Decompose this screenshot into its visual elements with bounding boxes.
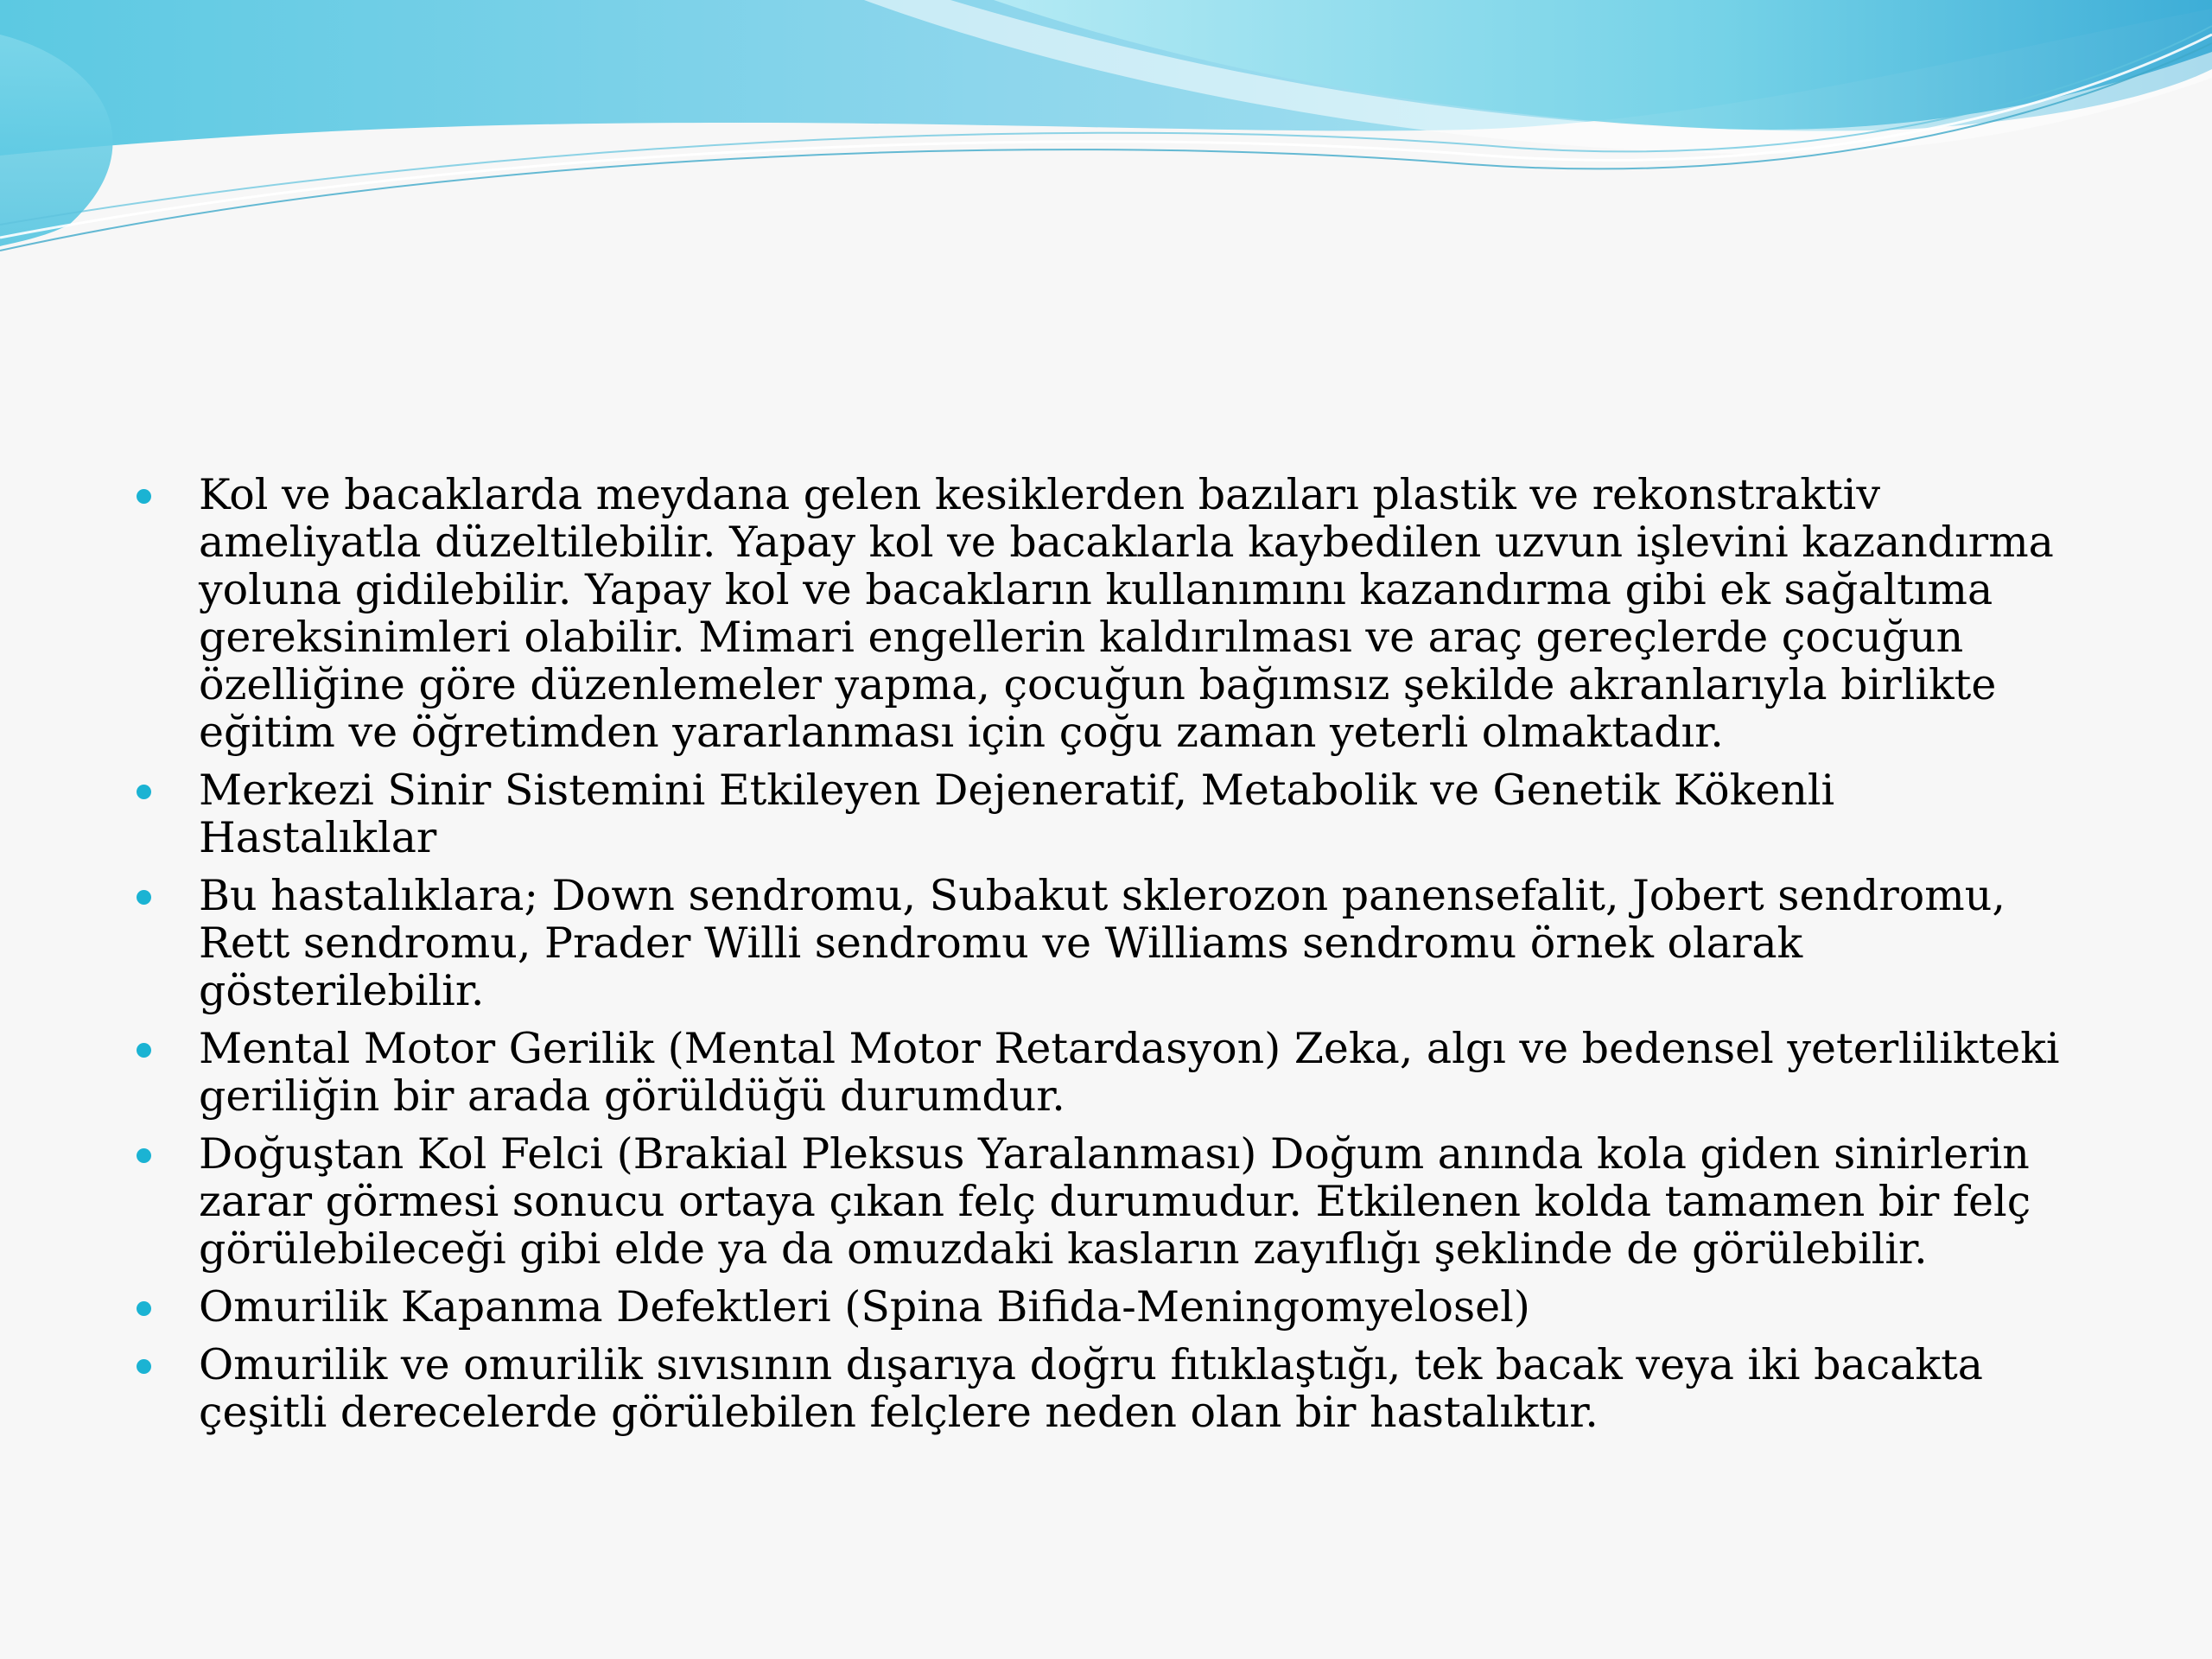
bullet-item: [130, 1130, 2082, 1273]
bullet-dot-icon: [137, 890, 151, 905]
bullet-dot-icon: [137, 785, 151, 799]
bullet-text: Merkezi Sinir Sistemini Etkileyen Dejeneratif, Metabolik ve Genetik Kökenli Hastalıklar: [199, 766, 1835, 862]
bullet-text: Omurilik ve omurilik sıvısının dışarıya doğru fıtıklaştığı, tek bacak veya iki bacakta çeşitli derecelerde görülebilen felçlere neden olan bir hastalıktır.: [199, 1340, 1983, 1437]
bullet-text: Omurilik Kapanma Defektleri (Spina Bifida-Meningomyelosel): [199, 1282, 1530, 1332]
bullet-item: [130, 1341, 2082, 1436]
bullet-dot-icon: [137, 1148, 151, 1163]
bullet-item: [130, 471, 2082, 756]
bullet-text: Mental Motor Gerilik (Mental Motor Retardasyon) Zeka, algı ve bedensel yeterlilikteki geriliğin bir arada görüldüğü durumdur.: [199, 1024, 2060, 1121]
bullet-dot-icon: [137, 1359, 151, 1374]
bullet-text: Doğuştan Kol Felci (Brakial Pleksus Yaralanması) Doğum anında kola giden sinirlerin zarar görmesi sonucu ortaya çıkan felç durumudur. Etkilenen kolda tamamen bir felç görülebileceği gibi elde ya da omuzdaki kasların zayıflığı şeklinde de görülebilir.: [199, 1129, 2031, 1274]
bullet-item: [130, 1025, 2082, 1120]
bullet-text: Kol ve bacaklarda meydana gelen kesiklerden bazıları plastik ve rekonstraktiv ameliyatla düzeltilebilir. Yapay kol ve bacaklarla kaybedilen uzvun işlevini kazandırma yoluna gidilebilir. Yapay kol ve bacakların kullanımını kazandırma gibi ek sağaltıma gereksinimleri olabilir. Mimari engellerin kaldırılması ve araç gereçlerde çocuğun özelliğine göre düzenlemeler yapma, çocuğun bağımsız şekilde akranlarıyla birlikte eğitim ve öğretimden yararlanması için çoğu zaman yeterli olmaktadır.: [199, 470, 2054, 757]
bullet-item: [130, 1283, 2082, 1331]
bullet-dot-icon: [137, 489, 151, 504]
bullet-list: [130, 471, 2082, 1446]
bullet-text: Bu hastalıklara; Down sendromu, Subakut sklerozon panensefalit, Jobert sendromu, Rett sendromu, Prader Willi sendromu ve Williams sendromu örnek olarak gösterilebilir.: [199, 871, 2005, 1015]
bullet-dot-icon: [137, 1043, 151, 1058]
bullet-item: [130, 872, 2082, 1014]
bullet-dot-icon: [137, 1301, 151, 1316]
wave-header-decoration: [0, 0, 2212, 259]
bullet-item: [130, 766, 2082, 861]
